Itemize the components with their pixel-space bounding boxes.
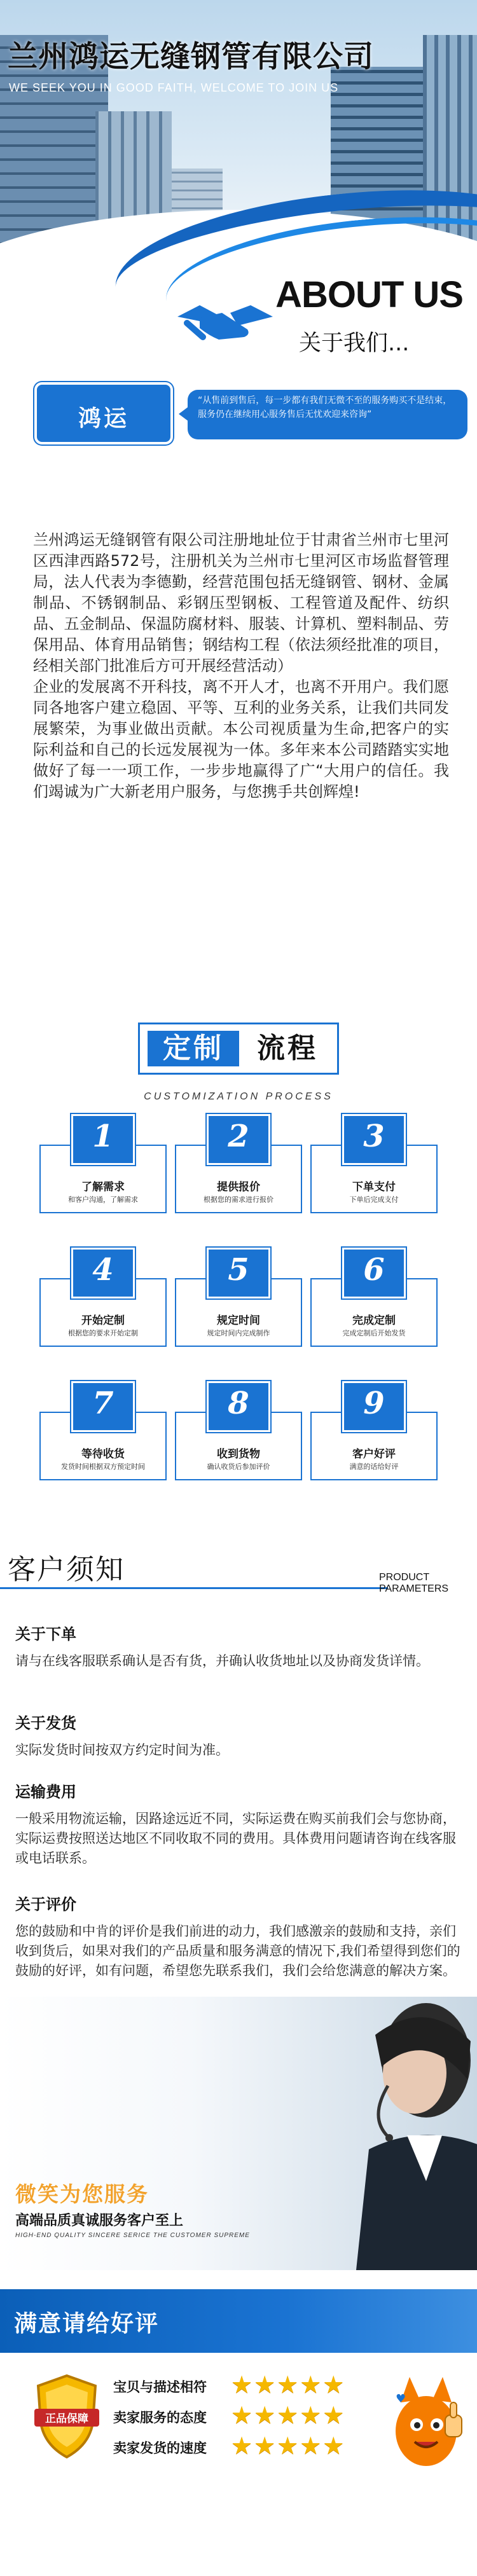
step-number-box bbox=[71, 1381, 135, 1432]
process-title-left: 定制 bbox=[148, 1031, 239, 1066]
step-name: 客户好评 bbox=[352, 1448, 396, 1461]
rating-stars-icon: ★★★★★ bbox=[231, 2432, 346, 2460]
review-banner-title: 满意请给好评 bbox=[14, 2311, 160, 2337]
service-slogan-en: HIGH-END QUALITY SINCERE SERICE THE CUSTOMER SUPREME bbox=[15, 2232, 250, 2239]
notice-item bbox=[15, 1622, 460, 1671]
company-title: 兰州鸿运无缝钢管有限公司 bbox=[8, 39, 374, 74]
brand-badge-label: 鸿运 bbox=[78, 406, 129, 432]
hero-slogan: WE SEEK YOU IN GOOD FAITH, WELCOME TO JOIN US bbox=[9, 81, 339, 94]
notice-header bbox=[0, 1539, 477, 1594]
step-name: 提供报价 bbox=[217, 1181, 260, 1194]
review-banner bbox=[0, 2289, 477, 2353]
step-number: 8 bbox=[228, 1386, 249, 1421]
process-step bbox=[175, 1381, 302, 1483]
step-name: 规定时间 bbox=[217, 1314, 260, 1327]
service-slogan-subtitle: 高端品质真诚服务客户至上 bbox=[15, 2213, 184, 2229]
process-title-right: 流程 bbox=[257, 1032, 318, 1064]
step-number-box bbox=[207, 1248, 270, 1298]
step-number-box bbox=[207, 1114, 270, 1165]
step-description: 规定时间内完成制作 bbox=[207, 1329, 270, 1337]
about-us-zh-heading: 关于我们... bbox=[299, 331, 410, 356]
step-number: 3 bbox=[363, 1119, 385, 1154]
process-step bbox=[310, 1114, 438, 1216]
step-number: 9 bbox=[363, 1386, 385, 1421]
about-us-heading: ABOUT US bbox=[275, 274, 463, 315]
step-description: 发货时间根据双方预定时间 bbox=[61, 1463, 145, 1471]
genuine-guarantee-shield-icon bbox=[32, 2372, 102, 2461]
process-step bbox=[39, 1114, 167, 1216]
rating-label: 宝贝与描述相符 bbox=[113, 2380, 207, 2395]
step-description: 根据您的需求进行报价 bbox=[204, 1195, 273, 1204]
handshake-icon bbox=[174, 298, 276, 348]
step-number: 6 bbox=[363, 1252, 385, 1288]
notice-item-title: 关于下单 bbox=[15, 1625, 76, 1643]
notice-item-title: 关于发货 bbox=[15, 1714, 76, 1732]
step-number: 7 bbox=[92, 1386, 114, 1421]
customization-process bbox=[0, 1016, 477, 1506]
notice-item-text: 实际发货时间按双方约定时间为准。 bbox=[15, 1742, 229, 1758]
step-number: 1 bbox=[92, 1119, 114, 1154]
step-name: 收到货物 bbox=[217, 1448, 260, 1461]
step-number-box bbox=[207, 1381, 270, 1432]
step-name: 完成定制 bbox=[352, 1314, 396, 1327]
process-subtitle: CUSTOMIZATION PROCESS bbox=[144, 1091, 333, 1102]
step-number-box bbox=[342, 1381, 406, 1432]
brand-badge bbox=[37, 385, 170, 442]
review-section bbox=[0, 2289, 477, 2576]
step-name: 了解需求 bbox=[81, 1181, 125, 1194]
customer-service-agent-image bbox=[331, 1990, 477, 2270]
brand-badge-row bbox=[0, 372, 477, 448]
service-quote-bubble: “从售前到售后，每一步都有我们无微不至的服务购买不是结束，服务仍在继续用心服务售后无忧欢迎来咨询” bbox=[188, 390, 467, 439]
shield-label: 正品保障 bbox=[45, 2413, 88, 2425]
step-description: 和客户沟通，了解需求 bbox=[68, 1195, 138, 1204]
rating-row bbox=[113, 2434, 380, 2460]
notice-title: 客户须知 bbox=[8, 1553, 125, 1586]
svg-text:♥: ♥ bbox=[396, 2392, 406, 2406]
rating-label: 卖家服务的态度 bbox=[113, 2410, 207, 2425]
thumbs-up-mascot-icon bbox=[382, 2371, 471, 2479]
step-description: 满意的话给好评 bbox=[349, 1463, 399, 1471]
step-description: 下单后完成支付 bbox=[349, 1195, 399, 1204]
step-description: 根据您的要求开始定制 bbox=[68, 1329, 138, 1337]
intro-paragraph: 企业的发展离不开科技，离不开人才，也离不开用户。我们愿同各地客户建立稳固、平等、互利的业务关系，让我们共同发展繁荣，为事业做出贡献。本公司视质量为生命,把客户的实际利益和自己的长远发展视为一体。多年来本公司踏踏实实地做好了每一一项工作，一步步地赢得了广“大用户的信任。我们竭诚为广大新老用户服务，与您携手共创辉煌! bbox=[33, 678, 449, 801]
process-step bbox=[39, 1248, 167, 1349]
notice-item bbox=[15, 1711, 460, 1760]
rating-row bbox=[113, 2401, 380, 2429]
notice-item-title: 关于评价 bbox=[15, 1896, 76, 1913]
step-number-box bbox=[71, 1114, 135, 1165]
company-introduction bbox=[0, 530, 477, 802]
process-step bbox=[39, 1381, 167, 1483]
intro-paragraph: 兰州鸿运无缝钢管有限公司注册地址位于甘肃省兰州市七里河区西津西路572号，注册机关为兰州市七里河区市场监督管理局，法人代表为李德勤，经营范围包括无缝钢管、钢材、金属制品、不锈钢制品、彩钢压型钢板、工程管道及配件、纺织品、五金制品、保温防腐材料、服装、计算机、塑料制品、劳保用品、体育用品销售；钢结构工程（依法须经批准的项目，经相关部门批准后方可开展经营活动） bbox=[33, 531, 449, 675]
rating-stars-icon: ★★★★★ bbox=[231, 2401, 346, 2429]
process-title-box bbox=[138, 1023, 339, 1075]
step-description: 确认收货后参加评价 bbox=[207, 1463, 270, 1471]
notice-item-title: 运输费用 bbox=[15, 1783, 76, 1801]
notice-item-text: 您的鼓励和中肯的评价是我们前进的动力，我们感激亲的鼓励和支持，亲们收到货后，如果对我们的产品质量和服务满意的情况下,我们希望得到您们的鼓励的好评，如有问题，希望您先联系我们，我们会给您满意的解决方案。 bbox=[15, 1924, 460, 1978]
process-step bbox=[175, 1114, 302, 1216]
notice-divider bbox=[0, 1587, 388, 1589]
notice-item-text: 请与在线客服联系确认是否有货，并确认收货地址以及协商发货详情。 bbox=[15, 1653, 429, 1669]
rating-stars-icon: ★★★★★ bbox=[231, 2371, 346, 2399]
process-step bbox=[175, 1248, 302, 1349]
process-step bbox=[310, 1381, 438, 1483]
rating-row bbox=[113, 2373, 380, 2399]
step-number-box bbox=[71, 1248, 135, 1298]
notice-title-en: PRODUCT PARAMETERS bbox=[379, 1572, 449, 1594]
customer-notice bbox=[0, 1539, 477, 2270]
step-number-box bbox=[342, 1248, 406, 1298]
step-name: 等待收货 bbox=[81, 1448, 125, 1461]
step-name: 开始定制 bbox=[81, 1314, 125, 1327]
rating-label: 卖家发货的速度 bbox=[113, 2441, 207, 2456]
service-slogan-title: 微笑为您服务 bbox=[15, 2182, 149, 2207]
notice-item-text: 一般采用物流运输，因路途远近不同，实际运费在购买前我们会与您协商，实际运费按照送达地区不同收取不同的费用。具体费用问题请咨询在线客服或电话联系。 bbox=[15, 1811, 456, 1866]
step-name: 下单支付 bbox=[352, 1181, 396, 1194]
process-step bbox=[310, 1248, 438, 1349]
step-number-box bbox=[342, 1114, 406, 1165]
step-description: 完成定制后开始发货 bbox=[342, 1329, 406, 1337]
step-number: 4 bbox=[92, 1252, 114, 1288]
step-number: 2 bbox=[228, 1119, 249, 1154]
notice-item bbox=[15, 1892, 460, 1981]
notice-item bbox=[15, 1779, 460, 1868]
step-number: 5 bbox=[228, 1252, 249, 1288]
